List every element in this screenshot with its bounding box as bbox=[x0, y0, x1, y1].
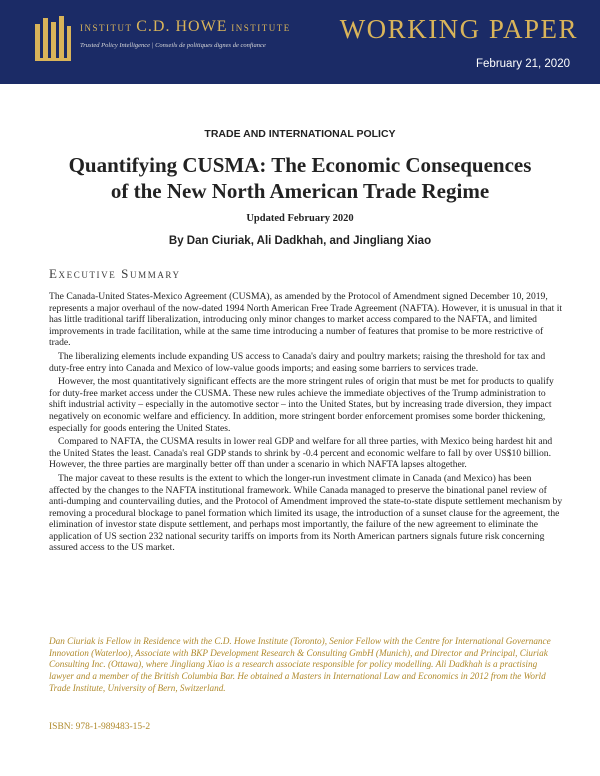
institute-prefix: INSTITUT bbox=[80, 23, 133, 33]
header-banner bbox=[0, 0, 600, 84]
author-line: By Dan Ciuriak, Ali Dadkhah, and Jingliang Xiao bbox=[168, 235, 432, 247]
paper-title-line-1: Quantifying CUSMA: The Economic Consequences bbox=[68, 153, 532, 177]
summary-paragraph: Compared to NAFTA, the CUSMA results in lower real GDP and welfare for all three parties, with Mexico being hardest hit and the United States the least. Canada's real GDP stands to shrink by -0.4 percent and economic welfare to fall by over US$10 billion. However, the three parties are marginally better off than under a scenario in which NAFTA lapses altogether. bbox=[49, 436, 553, 471]
institute-name-main: C.D. HOWE bbox=[136, 18, 228, 35]
summary-paragraph: The Canada-United States-Mexico Agreement (CUSMA), as amended by the Protocol of Amendment signed December 10, 2019, represents a major overhaul of the now-dated 1994 North American Free Trade Agreement (NAFTA). However, it is unusual in that it has little traditional tariff liberalization, introducing only minor changes to market access compared to the NAFTA, and limited improvements in trade facilitation, while at the same time introducing a number of features that promise to be more restrictive of trade. bbox=[49, 291, 563, 349]
summary-paragraph: However, the most quantitatively significant effects are the more stringent rules of origin that must be met for products to qualify for duty-free market access under the CUSMA. These new rules achieve the immediate objectives of the Trump administration to shift industrial activity – especially in the automotive sector – into the United States, but by increasing trade diversion, they impact negatively on economic welfare and efficiency. In addition, more stringent border enforcement promises some border thickening, especially for goods entering the United States. bbox=[49, 376, 554, 434]
document-type: WORKING PAPER bbox=[339, 14, 578, 44]
paper-title bbox=[40, 152, 560, 204]
institute-suffix: INSTITUTE bbox=[231, 23, 291, 33]
updated-note: Updated February 2020 bbox=[246, 213, 354, 224]
author-bio: Dan Ciuriak is Fellow in Residence with the C.D. Howe Institute (Toronto), Senior Fellow with the Centre for International Governance Innovation (Waterloo), Associate with BKP Development Research & Consulting GmbH (Munich), and Director and Principal, Ciuriak Consulting Inc. (Ottawa), where Jingliang Xiao is a research associate responsible for policy modelling. Ali Dadkhah is a practising lawyer and a member of the British Columbia Bar. He obtained a Masters in International Law and Economics in 2012 from the World Trade Institute, University of Bern, Switzerland. bbox=[49, 636, 551, 693]
isbn: ISBN: 978-1-989483-15-2 bbox=[49, 722, 151, 732]
executive-summary-body bbox=[49, 291, 563, 556]
publication-date: February 21, 2020 bbox=[476, 58, 570, 70]
institute-tagline: Trusted Policy Intelligence | Conseils de politiques dignes de confiance bbox=[80, 42, 266, 49]
summary-paragraph: The major caveat to these results is the extent to which the longer-run investment climate in Canada (and Mexico) has been affected by the changes to the NAFTA institutional framework. While Canada managed to preserve the binational panel review of anti-dumping and countervailing duties, and the Protocol of Amendment improved the state-to-state dispute settlement mechanism by removing a procedural blockage to panel formation which limited its usage, the introduction of a sunset clause for the agreement, the elimination of investor state dispute settlement, and perhaps most importantly, the failure of the new agreement to eliminate the application of US section 232 national security tariffs on imports from its North American partners signals future risk concerning assured access to the US market. bbox=[49, 472, 563, 554]
institute-name bbox=[80, 18, 291, 36]
section-label: TRADE AND INTERNATIONAL POLICY bbox=[204, 128, 396, 140]
summary-paragraph: The liberalizing elements include expanding US access to Canada's dairy and poultry markets; raising the threshold for tax and duty-free entry into Canada and Mexico of low-value goods imports; and easing some barriers to services trade. bbox=[49, 350, 546, 374]
executive-summary-heading: Executive Summary bbox=[49, 266, 181, 281]
institute-logo-icon bbox=[33, 14, 73, 66]
paper-title-line-2: of the New North American Trade Regime bbox=[110, 179, 490, 203]
